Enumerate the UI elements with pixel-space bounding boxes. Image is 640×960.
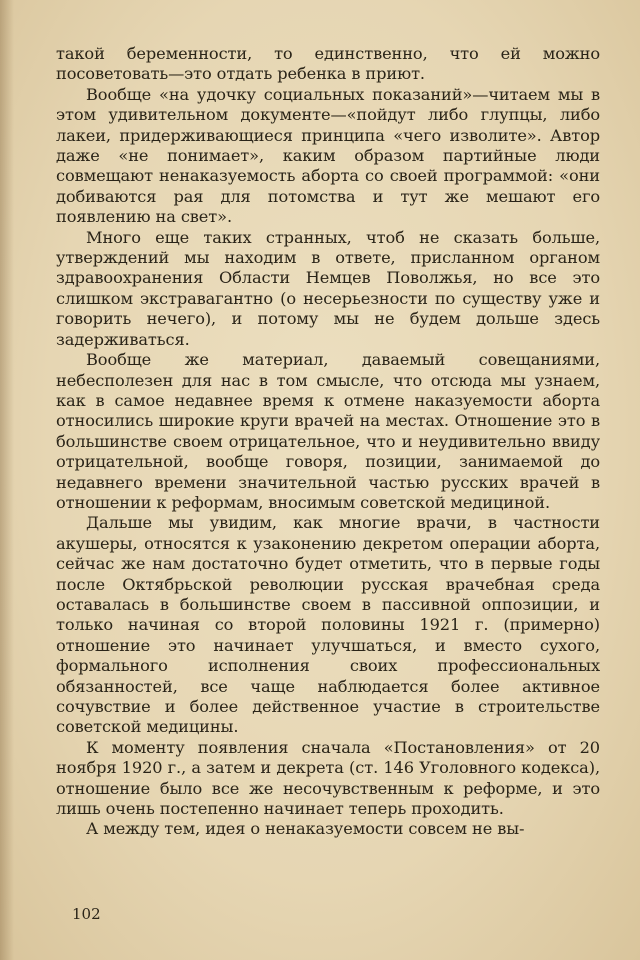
paragraph: А между тем, идея о ненаказуемости совсем не вы-: [86, 819, 525, 839]
paragraph: Много еще таких странных, чтоб не сказать больше, утверждений мы находим в ответе, присланном органом здравоохранения Области Немцев Поволжья, но все это слишком экстравагантно (о несерьезности по существу уже и говорить нечего), и потому мы не будем дольше здесь задерживаться.: [56, 227, 600, 349]
spine-shadow: [0, 0, 14, 960]
paragraph: такой беременности, то единственно, что ей можно посоветовать—это отдать ребенка в приют.: [56, 44, 600, 84]
paragraph: Вообще же материал, даваемый совещаниями, небесполезен для нас в том смысле, что отсюда мы узнаем, как в самое недавнее время к отмене наказуемости аборта относились широкие круги врачей на местах. Отношение это в большинстве своем отрицательное, что и неудивительно ввиду отрицательной, вообще говоря, позиции, занимаемой до недавнего времени значительной частью русских врачей в отношении к реформам, вносимым советской медициной.: [56, 350, 600, 512]
paragraph: Дальше мы увидим, как многие врачи, в частности акушеры, относятся к узаконению декретом операции аборта, сейчас же нам достаточно будет отметить, что в первые годы после Октябрьской революции русская врачебная среда оставалась в большинстве своем в пассивной оппозиции, и только начиная со второй половины 1921 г. (примерно) отношение это начинает улучшаться, и вместо сухого, формального исполнения своих профессиональных обязанностей, все чаще наблюдается более активное сочувствие и более действенное участие в строительстве советской медицины.: [56, 513, 600, 737]
page-number: 102: [72, 905, 101, 923]
paragraph: Вообще «на удочку социальных показаний»—читаем мы в этом удивительном документе—«пойдут либо глупцы, либо лакеи, придерживающиеся принципа «чего изволите». Автор даже «не понимает», каким образом партийные люди совмещают ненаказуемость аборта со своей программой: «они добиваются рая для потомства и тут же мешают его появлению на свет».: [56, 84, 600, 227]
paragraph: К моменту появления сначала «Постановления» от 20 ноября 1920 г., а затем и декрета (ст. 146 Уголовного кодекса), отношение было все же несочувственным к реформе, и это лишь очень постепенно начинает теперь проходить.: [56, 737, 600, 819]
page-body: [56, 44, 600, 840]
